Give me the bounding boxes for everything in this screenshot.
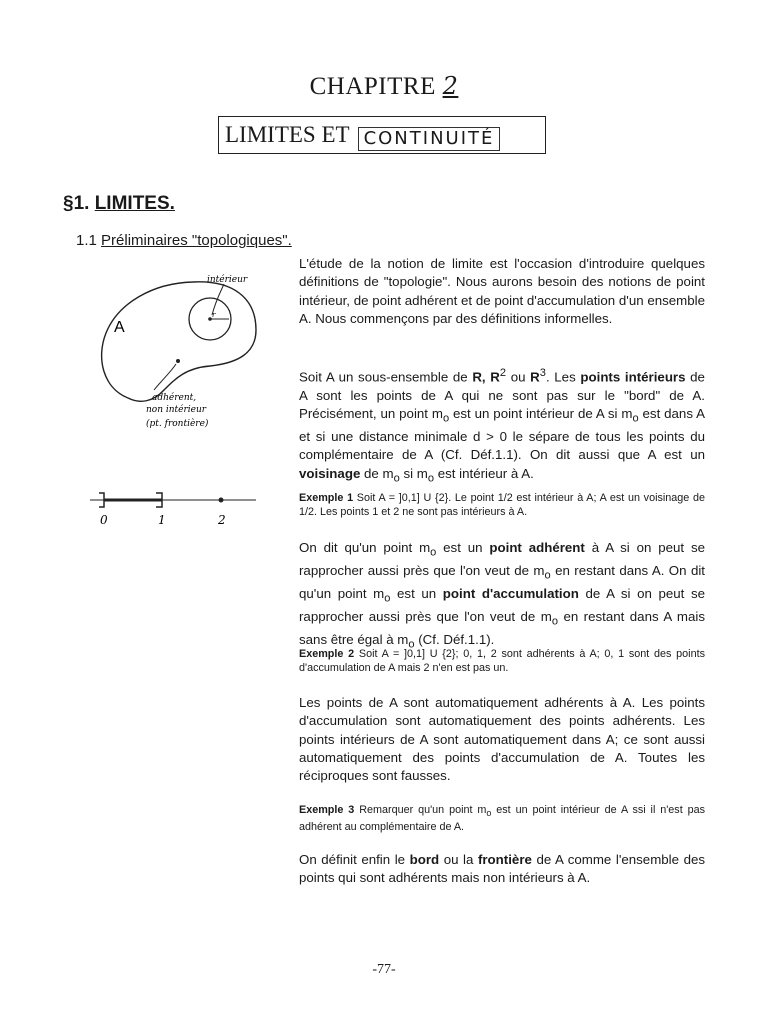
intro-paragraph: L'étude de la notion de limite est l'occasion d'introduire quelques définitions de "topologie". Nous aurons besoin des notions de point intérieur, de point adhérent et de point d'accumulation d'un ensemble A. Nous commençons par des définitions informelles. <box>299 256 705 326</box>
label-non-interieur: non intérieur <box>146 405 207 415</box>
figure-number-line <box>88 488 268 534</box>
section-number: §1. <box>63 193 90 214</box>
figure-set-a <box>88 268 288 448</box>
section-heading <box>63 193 175 215</box>
label-frontiere: (pt. frontière) <box>146 419 209 429</box>
chapter-title-part2: CONTINUITÉ <box>358 127 501 151</box>
tick-0: 0 <box>100 513 108 527</box>
subsection-number: 1.1 <box>76 232 97 249</box>
example-2: Exemple 2 Soit A = ]0,1] U {2}; 0, 1, 2 sont adhérents à A; 0, 1 sont des points d'accumulation de A mais 2 n'en est pas un. <box>299 648 705 674</box>
automatic-properties-paragraph: Les points de A sont automatiquement adhérents à A. Les points d'accumulation sont automatiquement des points adhérents. Les points intérieurs de A sont automatiquement dans A; ce sont aussi automatiquement des points d'accumulation de A. Toutes les réciproques sont fausses. <box>299 695 705 784</box>
chapter-title-part1: LIMITES ET <box>225 122 350 147</box>
boundary-definition-paragraph: On définit enfin le bord ou la frontière de A comme l'ensemble des points qui sont adhérents mais non intérieurs à A. <box>299 852 706 886</box>
interior-definition-paragraph: Soit A un sous-ensemble de R, $R^2$ ou $R^3$. Les points intérieurs de A sont les points de A qui ne sont pas sur le "bord" de A. Précisément, un point $m_o$ est un point intérieur de A si $m_o$ est dans A et si une distance minimale d > 0 le sépare de tous les points du complémentaire de A (Cf. Déf.1.1). On dit aussi que A est un voisinage de $m_o$ si $m_o$ est intérieur à A. <box>299 367 705 485</box>
boundary-point <box>176 359 180 363</box>
tick-1: 1 <box>158 513 166 527</box>
chapter-label: CHAPITRE <box>309 73 436 100</box>
section-title: LIMITES. <box>94 193 175 214</box>
label-adherent: adhérent, <box>152 393 197 403</box>
subsection-title: Préliminaires "topologiques". <box>101 232 292 249</box>
pointer-adherent <box>154 364 176 390</box>
chapter-heading <box>0 72 768 101</box>
tick-2: 2 <box>218 513 226 527</box>
label-r: r <box>212 311 216 319</box>
example-1: Exemple 1 Soit A = ]0,1] U {2}. Le point 1/2 est intérieur à A; A est un voisinage de 1/2. Les points 1 et 2 ne sont pas intérieurs à A. <box>299 492 705 518</box>
label-interieur: intérieur <box>207 275 248 285</box>
subsection-heading <box>76 232 292 249</box>
adherent-definition-paragraph: On dit qu'un point $m_o$ est un point adhérent à A si on peut se rapprocher aussi près que l'on veut de $m_o$ en restant dans A. On dit qu'un point $m_o$ est un point d'accumulation de A si on peut se rapprocher aussi près que l'on veut de $m_o$ en restant dans A mais sans être égal à $m_o$ (Cf. Déf.1.1). <box>299 540 705 651</box>
example-3: Exemple 3 Remarquer qu'un point $m_o$ est un point intérieur de A ssi il n'est pas adhérent au complémentaire de A. <box>299 804 706 833</box>
set-a-outline <box>102 282 256 401</box>
page-number: -77- <box>372 962 396 977</box>
point-2 <box>219 498 224 503</box>
chapter-title-box <box>218 116 546 154</box>
chapter-number: 2 <box>442 72 459 100</box>
label-a: A <box>114 319 125 336</box>
